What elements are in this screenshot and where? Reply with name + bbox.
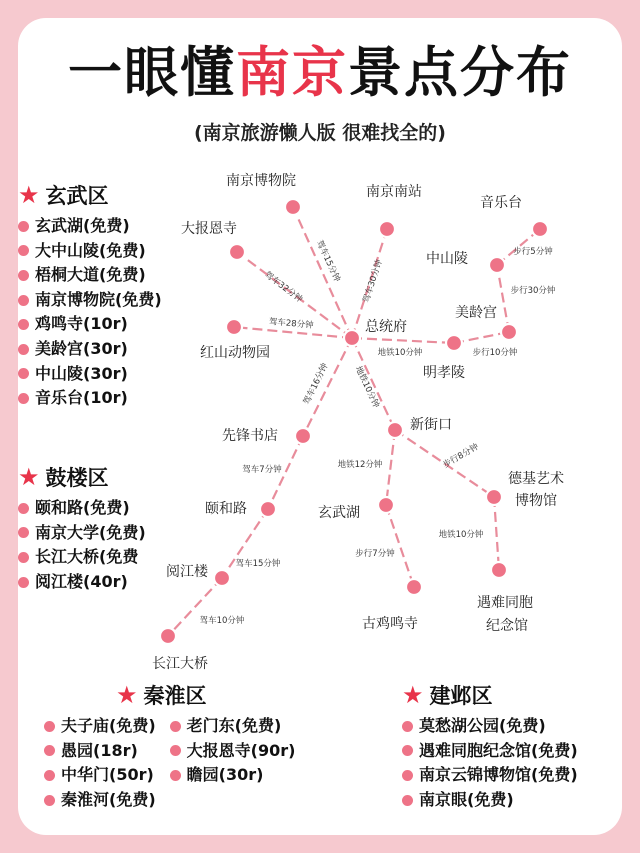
- list-item: 遇难同胞纪念馆(免费): [402, 739, 578, 764]
- edge-label: 步行5分钟: [513, 247, 553, 257]
- edge-label: 驾车7分钟: [242, 465, 282, 475]
- node-label: 德基艺术: [508, 471, 564, 487]
- node-label: 纪念馆: [486, 618, 528, 634]
- node-label: 美龄宫: [455, 305, 497, 321]
- node-label: 博物馆: [515, 493, 557, 509]
- bullet-dot-icon: [170, 745, 181, 756]
- edge-label: 驾车10分钟: [199, 616, 245, 626]
- node-xinjiekou: [387, 422, 403, 438]
- node-yuejianglou: [214, 570, 230, 586]
- list-item: 夫子庙(免费): [44, 714, 156, 739]
- star-icon: ★: [18, 463, 40, 491]
- list-item: 颐和路(免费): [18, 496, 146, 521]
- edge-label: 驾车15分钟: [313, 238, 342, 284]
- node-gujiming: [406, 579, 422, 595]
- node-hongshan: [226, 319, 242, 335]
- edge-label: 地铁12分钟: [337, 460, 383, 470]
- list-item: 愚园(18r): [44, 739, 156, 764]
- edge-label: 地铁10分钟: [377, 348, 423, 358]
- node-changjiang: [160, 628, 176, 644]
- bullet-dot-icon: [18, 270, 29, 281]
- edge-line: [293, 207, 352, 338]
- node-nanjing-museum: [285, 199, 301, 215]
- edge-label: 步行10分钟: [472, 348, 518, 358]
- list-item: 中山陵(30r): [18, 362, 162, 387]
- bullet-dot-icon: [44, 745, 55, 756]
- bullet-dot-icon: [18, 393, 29, 404]
- list-item: 南京云锦博物馆(免费): [402, 763, 578, 788]
- bullet-dot-icon: [18, 295, 29, 306]
- list-item: 瞻园(30r): [170, 763, 296, 788]
- list-item: 南京眼(免费): [402, 788, 578, 813]
- edge-line: [497, 265, 509, 332]
- edge-label: 驾车32分钟: [262, 269, 305, 305]
- node-label: 先锋书店: [222, 428, 278, 444]
- edge-line: [352, 338, 454, 343]
- bullet-dot-icon: [18, 344, 29, 355]
- bullet-dot-icon: [18, 245, 29, 256]
- district-jianye: [402, 680, 578, 812]
- bullet-dot-icon: [44, 770, 55, 781]
- bullet-dot-icon: [170, 770, 181, 781]
- node-label: 颐和路: [205, 501, 247, 517]
- bullet-dot-icon: [18, 221, 29, 232]
- district-title: 玄武区: [45, 184, 109, 208]
- district-title: 建邺区: [429, 684, 493, 708]
- node-label: 长江大桥: [152, 656, 208, 672]
- edge-label: 驾车16分钟: [301, 361, 331, 407]
- node-yinyuetai: [532, 221, 548, 237]
- bullet-dot-icon: [18, 319, 29, 330]
- page-subtitle: (南京旅游懒人版 很难找全的): [194, 122, 446, 144]
- bullet-dot-icon: [18, 503, 29, 514]
- edge-label: 驾车28分钟: [268, 317, 314, 331]
- star-icon: ★: [402, 681, 424, 709]
- edge-label: 步行8分钟: [441, 442, 481, 471]
- star-icon: ★: [18, 181, 40, 209]
- edge-label: 地铁10分钟: [352, 364, 381, 410]
- node-dabaoensi: [229, 244, 245, 260]
- node-label: 古鸡鸣寺: [362, 616, 418, 632]
- node-zongtongfu: [344, 330, 360, 346]
- bullet-dot-icon: [44, 795, 55, 806]
- node-deji: [486, 489, 502, 505]
- list-item: 南京大学(免费): [18, 521, 146, 546]
- node-label: 玄武湖: [318, 505, 360, 521]
- list-item: 大中山陵(免费): [18, 239, 162, 264]
- district-qinhuai: [44, 680, 295, 812]
- node-yiheluu: [260, 501, 276, 517]
- node-yunan: [491, 562, 507, 578]
- district-xuanwu: [18, 180, 162, 411]
- page-title: 一眼懂南京景点分布: [68, 40, 572, 104]
- list-item: 中华门(50r): [44, 763, 156, 788]
- node-label: 音乐台: [480, 195, 522, 211]
- edge-label: 驾车30分钟: [361, 258, 385, 305]
- node-label: 遇难同胞: [477, 595, 533, 611]
- list-item: 玄武湖(免费): [18, 214, 162, 239]
- list-item: 大报恩寺(90r): [170, 739, 296, 764]
- list-item: 秦淮河(免费): [44, 788, 156, 813]
- bullet-dot-icon: [18, 552, 29, 563]
- list-item: 音乐台(10r): [18, 386, 162, 411]
- bullet-dot-icon: [18, 527, 29, 538]
- list-item: 莫愁湖公园(免费): [402, 714, 578, 739]
- node-label: 阅江楼: [166, 564, 208, 580]
- district-title: 鼓楼区: [45, 466, 109, 490]
- node-zhongshanling: [489, 257, 505, 273]
- edge-label: 步行30分钟: [510, 286, 556, 296]
- star-icon: ★: [116, 681, 138, 709]
- list-item: 长江大桥(免费: [18, 545, 146, 570]
- bullet-dot-icon: [170, 721, 181, 732]
- district-title: 秦淮区: [143, 684, 207, 708]
- node-nanjing-south: [379, 221, 395, 237]
- node-label: 红山动物园: [200, 345, 270, 361]
- district-gulou: [18, 462, 146, 594]
- bullet-dot-icon: [402, 795, 413, 806]
- edge-line: [386, 430, 395, 505]
- edge-label: 地铁10分钟: [438, 530, 484, 540]
- node-label: 中山陵: [426, 251, 468, 267]
- node-xuanwuhu: [378, 497, 394, 513]
- bullet-dot-icon: [402, 770, 413, 781]
- bullet-dot-icon: [44, 721, 55, 732]
- list-item: 美龄宫(30r): [18, 337, 162, 362]
- list-item: 阅江楼(40r): [18, 570, 146, 595]
- bullet-dot-icon: [402, 745, 413, 756]
- edge-line: [494, 497, 499, 570]
- bullet-dot-icon: [18, 368, 29, 379]
- edge-label: 步行7分钟: [355, 549, 395, 559]
- node-label: 明孝陵: [423, 365, 465, 381]
- node-mingxiaoling: [446, 335, 462, 351]
- bullet-dot-icon: [18, 577, 29, 588]
- node-xianfeng: [295, 428, 311, 444]
- list-item: 南京博物院(免费): [18, 288, 162, 313]
- list-item: 梧桐大道(免费): [18, 263, 162, 288]
- node-label: 南京博物院: [226, 173, 296, 189]
- node-label: 南京南站: [366, 184, 422, 200]
- list-item: 老门东(免费): [170, 714, 296, 739]
- node-label: 新街口: [410, 417, 452, 433]
- list-item: 鸡鸣寺(10r): [18, 312, 162, 337]
- node-meilinggong: [501, 324, 517, 340]
- edge-line: [168, 578, 222, 636]
- node-label: 总统府: [365, 319, 407, 335]
- edge-line: [386, 505, 414, 587]
- node-label: 大报恩寺: [181, 221, 237, 237]
- bullet-dot-icon: [402, 721, 413, 732]
- edge-label: 驾车15分钟: [235, 559, 281, 569]
